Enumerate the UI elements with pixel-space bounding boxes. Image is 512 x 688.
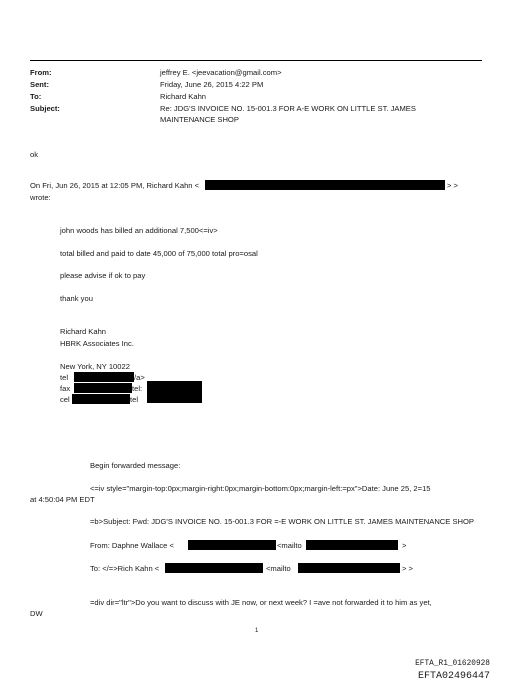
header-rule <box>30 60 482 61</box>
body-line-1: john woods has billed an additional 7,500<=iv> <box>60 226 218 235</box>
mailto-1-end: > <box>402 541 407 550</box>
signature-city: New York, NY 10022 <box>60 362 130 371</box>
to-label: To: <box>30 92 42 101</box>
sent-value: Friday, June 26, 2015 4:22 PM <box>160 80 264 89</box>
footer-ref-2: EFTA02496447 <box>417 671 490 682</box>
subject-value-line1: Re: JDG'S INVOICE NO. 15-001.3 FOR A-E WORK ON LITTLE ST. JAMES <box>160 104 416 113</box>
body-line-2: total billed and paid to date 45,000 of 75,000 total pro=osal <box>60 249 258 258</box>
signature-a-tag: /a> <box>134 373 145 382</box>
redaction-email-1 <box>205 180 445 190</box>
signature-name: Richard Kahn <box>60 327 107 336</box>
from-value: jeffrey E. <jeevacation@gmail.com> <box>160 68 282 77</box>
signature-cell-label: cel <box>60 395 70 404</box>
subject-label: Subject: <box>30 104 60 113</box>
body-line-4: thank you <box>60 294 93 303</box>
forward-subject: =b>Subject: Fwd: JDG'S INVOICE NO. 15-001.3 FOR =-E WORK ON LITTLE ST. JAMES MAINTENANCE SHOP <box>90 517 474 526</box>
forward-to-line: To: </=>Rich Kahn < <box>90 564 160 573</box>
redaction-to-email <box>165 563 263 573</box>
reply-text: ok <box>30 150 39 159</box>
signature-tel-label: tel <box>60 373 69 382</box>
mailto-2: <mailto <box>266 564 291 573</box>
signature-tel3: tel <box>130 395 139 404</box>
signoff-dw: DW <box>30 609 43 618</box>
to-value: Richard Kahn <box>160 92 207 101</box>
redaction-mailto-2 <box>298 563 400 573</box>
signature-fax-label: fax <box>60 384 71 393</box>
quote-intro-end: > > <box>447 181 458 190</box>
quote-intro: On Fri, Jun 26, 2015 at 12:05 PM, Richard Kahn < <box>30 181 200 190</box>
signature-company: HBRK Associates Inc. <box>60 339 134 348</box>
mailto-1: <mailto <box>277 541 302 550</box>
redaction-from-email <box>188 540 276 550</box>
redaction-fax-2 <box>147 381 202 403</box>
footer-ref-1: EFTA_R1_01620928 <box>415 660 490 668</box>
page-number: 1 <box>255 628 259 634</box>
redaction-tel <box>74 372 134 382</box>
mailto-2-end: > > <box>402 564 413 573</box>
time-line: at 4:50:04 PM EDT <box>30 495 95 504</box>
sent-label: Sent: <box>30 80 49 89</box>
redaction-mailto-1 <box>306 540 398 550</box>
style-line: <=iv style="margin-top:0px;margin-right:0px;margin-bottom:0px;margin-left:=px">Date: June 25, 2=15 <box>90 484 431 493</box>
subject-value-line2: MAINTENANCE SHOP <box>160 115 239 124</box>
signature-tel2: tel: <box>132 384 143 393</box>
redaction-cell <box>72 394 130 404</box>
from-label: From: <box>30 68 52 77</box>
forward-from-line: From: Daphne Wallace < <box>90 541 174 550</box>
div-line: =div dir="ltr">Do you want to discuss with JE now, or next week? I =ave not forwarded it to him as yet, <box>90 598 432 607</box>
body-line-3: please advise if ok to pay <box>60 271 146 280</box>
wrote-text: wrote: <box>30 193 51 202</box>
redaction-fax <box>74 383 132 393</box>
forward-header: Begin forwarded message: <box>90 461 181 470</box>
